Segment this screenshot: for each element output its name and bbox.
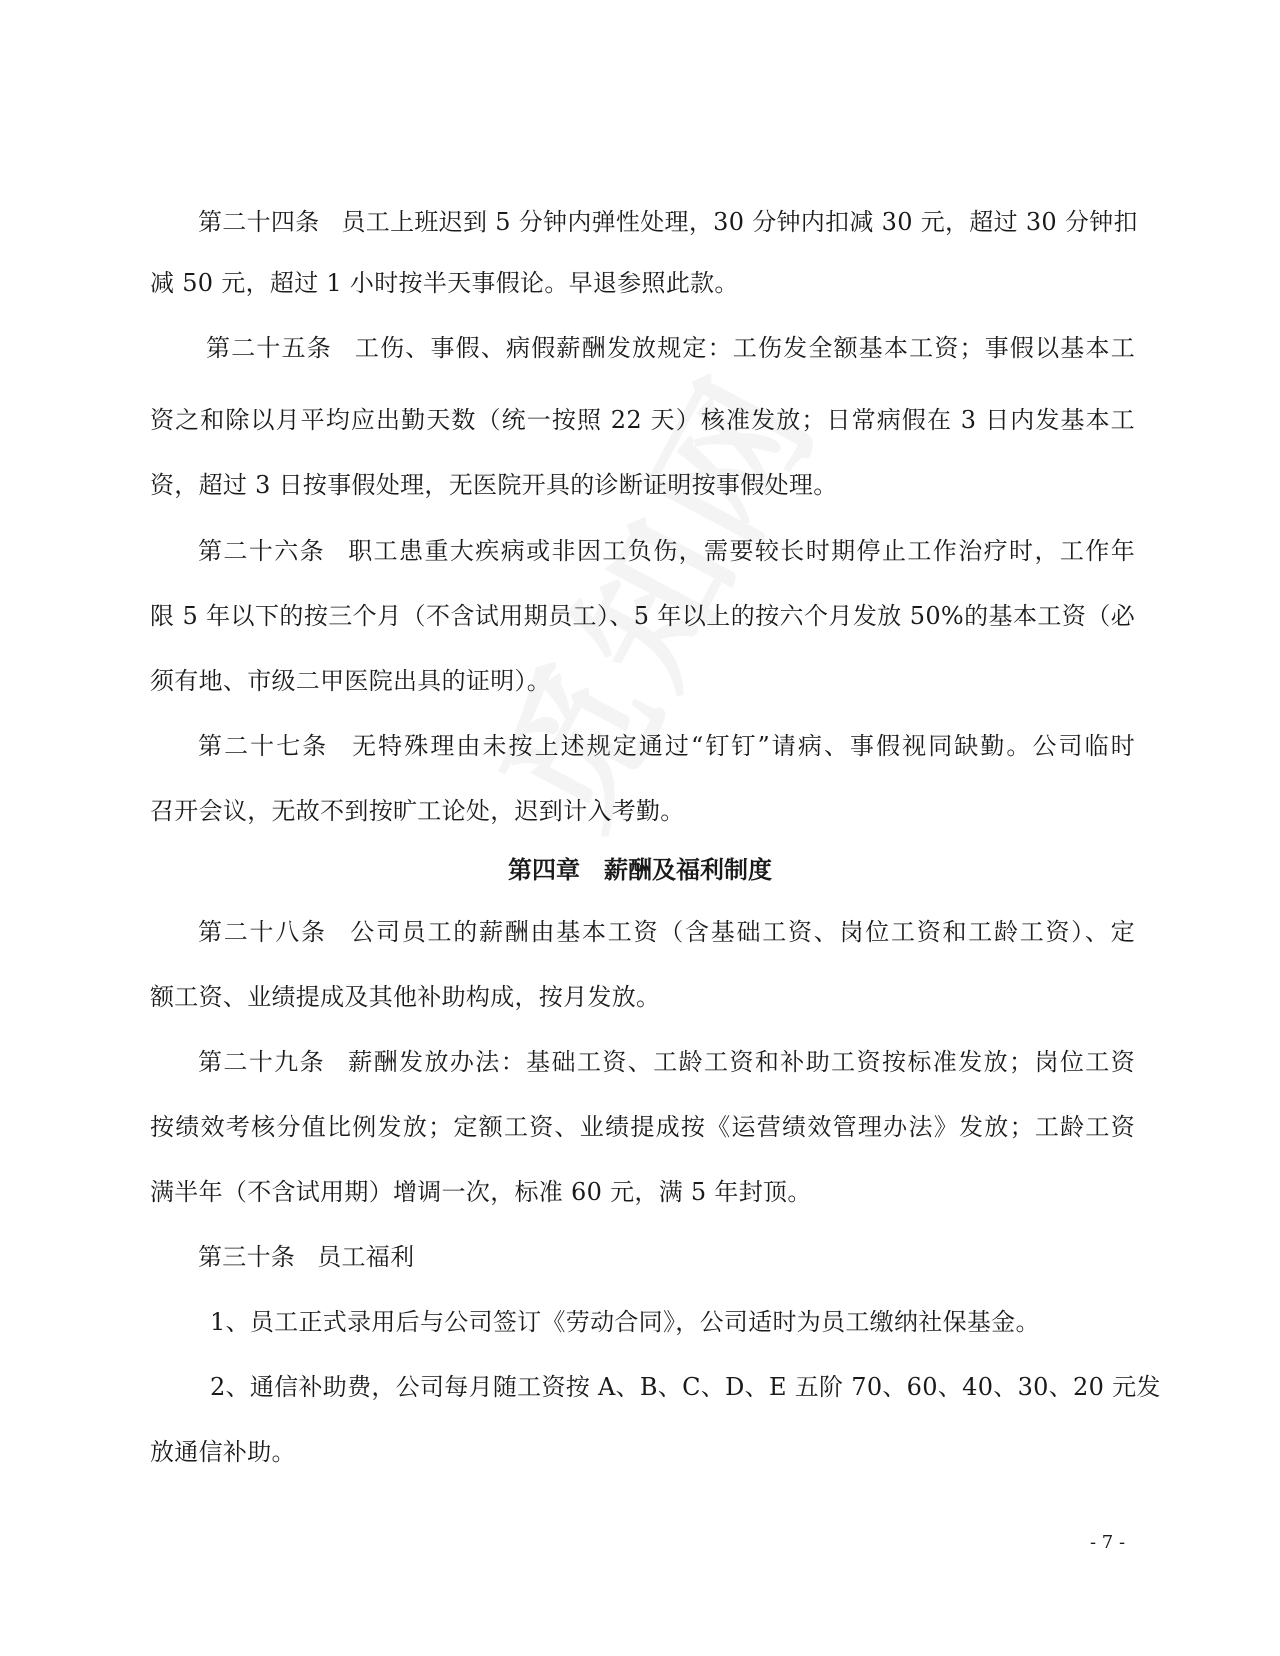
benefit-item-2-line-1 [210,1372,1161,1402]
article-24-line-1 [198,207,1138,237]
page-number: - 7 - [1090,1532,1126,1553]
article-27-line-2 [150,796,685,826]
article-text: 员工上班迟到 5 分钟内弹性处理，30 分钟内扣减 30 元，超过 30 分钟扣 [341,208,1138,236]
article-24-line-2 [150,268,739,298]
article-text: 须有地、市级二甲医院出具的证明）。 [150,667,552,695]
article-text: 额工资、业绩提成及其他补助构成，按月发放。 [150,983,661,1011]
article-26-line-1 [198,536,1135,566]
article-number: 第二十九条 [198,1048,326,1076]
article-number: 第二十四条 [198,208,320,236]
article-text: 减 50 元，超过 1 小时按半天事假论。早退参照此款。 [150,269,739,297]
article-text: 员工福利 [317,1243,415,1271]
benefit-text: 放通信补助。 [150,1438,296,1466]
article-26-line-2 [150,601,1135,631]
article-28-line-2 [150,982,660,1012]
chapter-heading: 第四章 薪酬及福利制度 [508,856,772,884]
article-text: 公司员工的薪酬由基本工资（含基础工资、岗位工资和工龄工资）、定 [348,918,1135,946]
article-text: 召开会议，无故不到按旷工论处，迟到计入考勤。 [150,797,685,825]
article-28-line-1 [198,917,1135,947]
article-number: 第二十五条 [206,334,332,362]
article-number: 第三十条 [198,1243,296,1271]
article-26-line-3 [150,666,551,696]
article-number: 第二十七条 [198,732,329,760]
article-25-line-3 [150,470,838,500]
article-30-line-1 [198,1242,414,1272]
article-25-line-2 [150,405,1135,435]
article-text: 满半年（不含试用期）增调一次，标准 60 元，满 5 年封顶。 [150,1178,812,1206]
benefit-item-2-line-2 [150,1437,296,1467]
article-number: 第二十六条 [198,537,326,565]
article-text: 无特殊理由未按上述规定通过“钉钉”请病、事假视同缺勤。公司临时 [350,732,1135,760]
benefit-text: 1、员工正式录用后与公司签订《劳动合同》，公司适时为员工缴纳社保基金。 [210,1308,1040,1336]
article-text: 资，超过 3 日按事假处理，无医院开具的诊断证明按事假处理。 [150,471,838,499]
article-text: 职工患重大疾病或非因工负伤，需要较长时期停止工作治疗时，工作年 [347,537,1135,565]
benefit-item-1 [210,1307,1040,1337]
article-text: 工伤、事假、病假薪酬发放规定：工伤发全额基本工资；事假以基本工 [353,334,1135,362]
article-text: 限 5 年以下的按三个月（不含试用期员工）、5 年以上的按六个月发放 50%的基本工资（必 [150,602,1135,630]
article-text: 薪酬发放办法：基础工资、工龄工资和补助工资按标准发放；岗位工资 [347,1048,1135,1076]
article-29-line-1 [198,1047,1135,1077]
article-25-line-1 [206,333,1135,363]
article-text: 资之和除以月平均应出勤天数（统一按照 22 天）核准发放；日常病假在 3 日内发基本工 [150,406,1135,434]
article-number: 第二十八条 [198,918,327,946]
article-29-line-2 [150,1112,1135,1142]
article-text: 按绩效考核分值比例发放；定额工资、业绩提成按《运营绩效管理办法》发放；工龄工资 [150,1113,1135,1141]
article-29-line-3 [150,1177,812,1207]
article-27-line-1 [198,731,1135,761]
benefit-text: 2、通信补助费，公司每月随工资按 A、B、C、D、E 五阶 70、60、40、30、20 元发 [210,1373,1161,1401]
